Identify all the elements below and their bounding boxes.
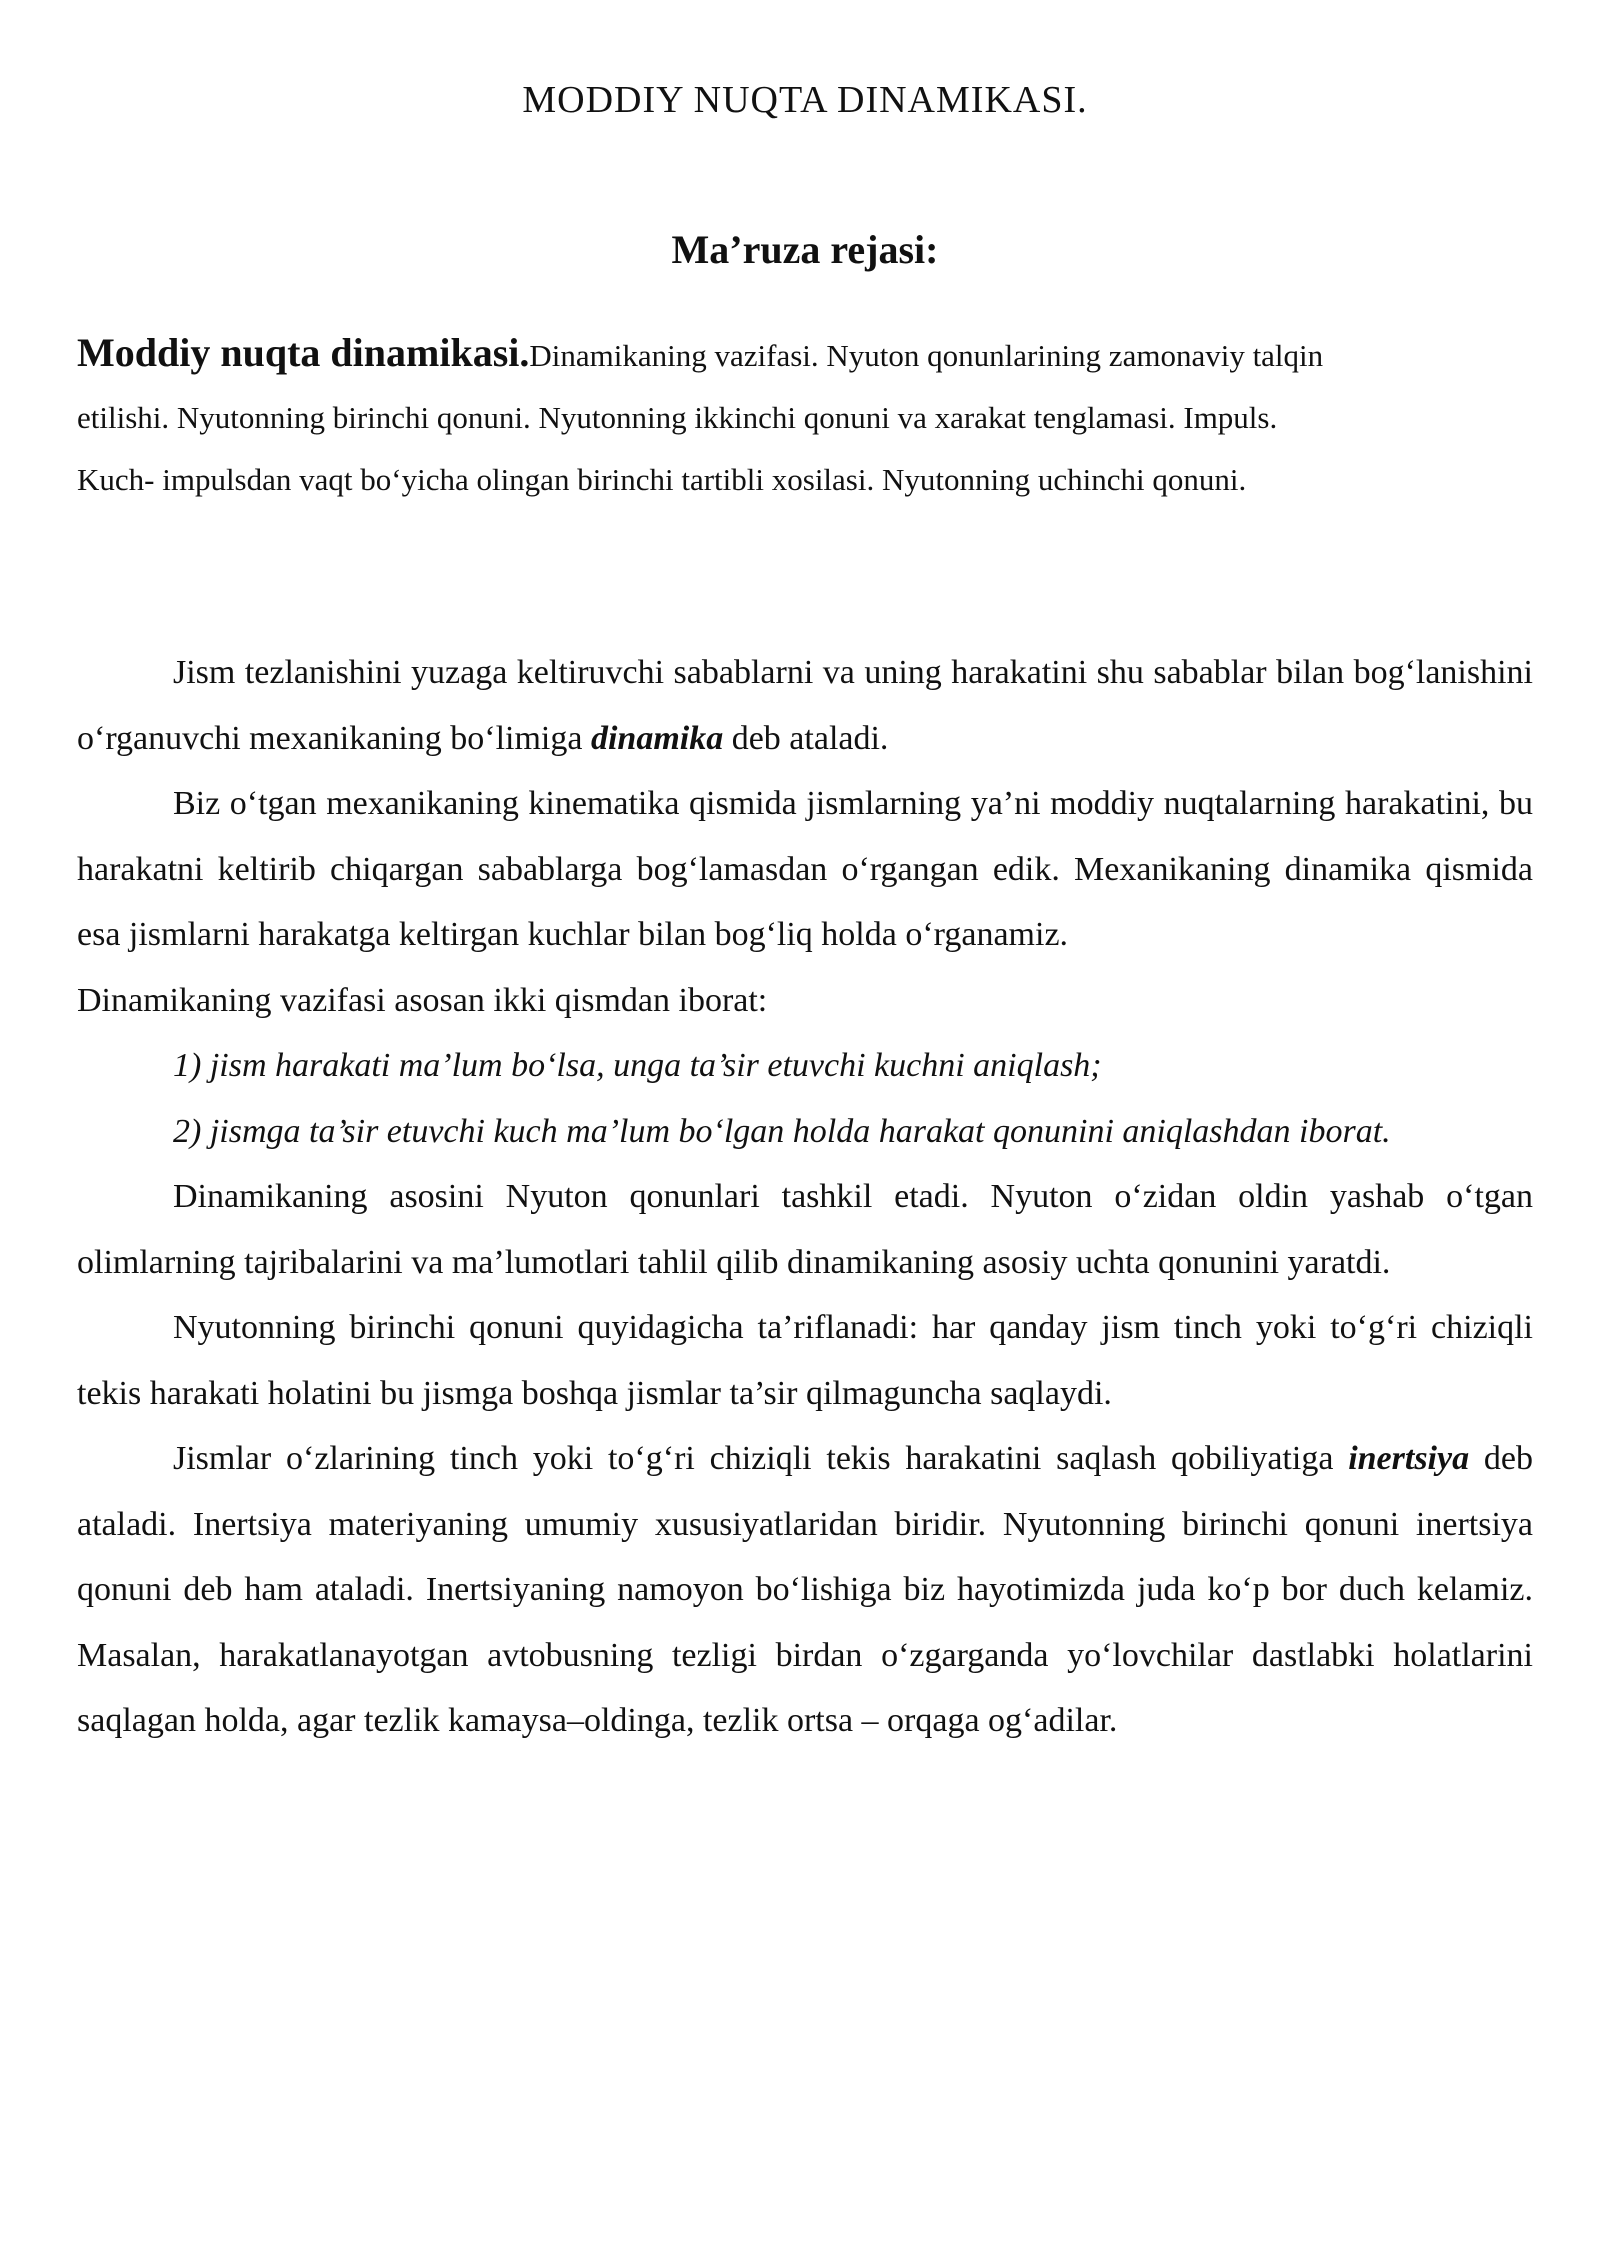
paragraph-definition [77, 640, 1533, 771]
plan-line-3: Kuch- impulsdan vaqt bo‘yicha olingan birinchi tartibli xosilasi. Nyutonning uchinchi qonuni. [77, 462, 1247, 497]
paragraph-definition-text: Jism tezlanishini yuzaga keltiruvchi sabablarni va uning harakatini shu sabablar bilan bog‘lanishini o‘rganuvchi mexanikaning bo‘limiga [77, 654, 1533, 757]
task-item-2: 2) jismga ta’sir etuvchi kuch ma’lum bo‘lgan holda harakat qonunini aniqlashdan iborat. [173, 1112, 1391, 1150]
document-title: MODDIY NUQTA DINAMIKASI. [522, 79, 1088, 121]
term-dinamika: dinamika [590, 719, 724, 757]
plan-line-2: etilishi. Nyutonning birinchi qonuni. Nyutonning ikkinchi qonuni va xarakat tenglamasi. Impuls. [77, 400, 1278, 435]
lecture-plan [77, 322, 1533, 511]
lecture-plan-heading: Ma’ruza rejasi: [671, 227, 939, 272]
paragraph-inertia [77, 1426, 1533, 1754]
plan-line-1 [77, 322, 1533, 387]
paragraph-newton-laws: Dinamikaning asosini Nyuton qonunlari tashkil etadi. Nyuton o‘zidan oldin yashab o‘tgan olimlarning tajribalarini va ma’lumotlari tahlil qilib dinamikaning asosiy uchta qonunini yaratdi. [77, 1178, 1533, 1281]
paragraph-definition-end: deb ataladi. [723, 719, 889, 757]
task-item-1: 1) jism harakati ma’lum bo‘lsa, unga ta’sir etuvchi kuchni aniqlash; [173, 1047, 1102, 1084]
paragraph-kinematics: Biz o‘tgan mexanikaning kinematika qismida jismlarning ya’ni moddiy nuqtalarning harakatini, bu harakatni keltirib chiqargan sabablarga bog‘lamasdan o‘rgangan edik. Mexanikaning dinamika qismida esa jismlarni harakatga keltirgan kuchlar bilan bog‘liq holda o‘rganamiz. [77, 785, 1533, 953]
plan-line-1-text: Dinamikaning vazifasi. Nyuton qonunlarining zamonaviy talqin [529, 338, 1324, 373]
paragraph-tasks-intro: Dinamikaning vazifasi asosan ikki qismdan iborat: [77, 981, 768, 1019]
paragraph-first-law: Nyutonning birinchi qonuni quyidagicha ta’riflanadi: har qanday jism tinch yoki to‘g‘ri chiziqli tekis harakati holatini bu jismga boshqa jismlar ta’sir qilmaguncha saqlaydi. [77, 1309, 1533, 1412]
term-inertsiya: inertsiya [1348, 1440, 1470, 1477]
paragraph-inertia-text: Jismlar o‘zlarining tinch yoki to‘g‘ri chiziqli tekis harakatini saqlash qobiliyatiga [173, 1440, 1349, 1477]
paragraph-inertia-rest: deb ataladi. Inertsiya materiyaning umumiy xususiyatlaridan biridir. Nyutonning birinchi qonuni inertsiya qonuni deb ham ataladi. Inertsiyaning namoyon bo‘lishiga biz hayotimizda juda ko‘p bor duch kelamiz. Masalan, harakatlanayotgan avtobusning tezligi birdan o‘zgarganda yo‘lovchilar dastlabki holatlarini saqlagan holda, agar tezlik kamaysa–oldinga, tezlik ortsa – orqaga og‘adilar. [77, 1440, 1533, 1739]
document-body [77, 640, 1533, 1754]
plan-lead: Moddiy nuqta dinamikasi. [77, 330, 530, 375]
